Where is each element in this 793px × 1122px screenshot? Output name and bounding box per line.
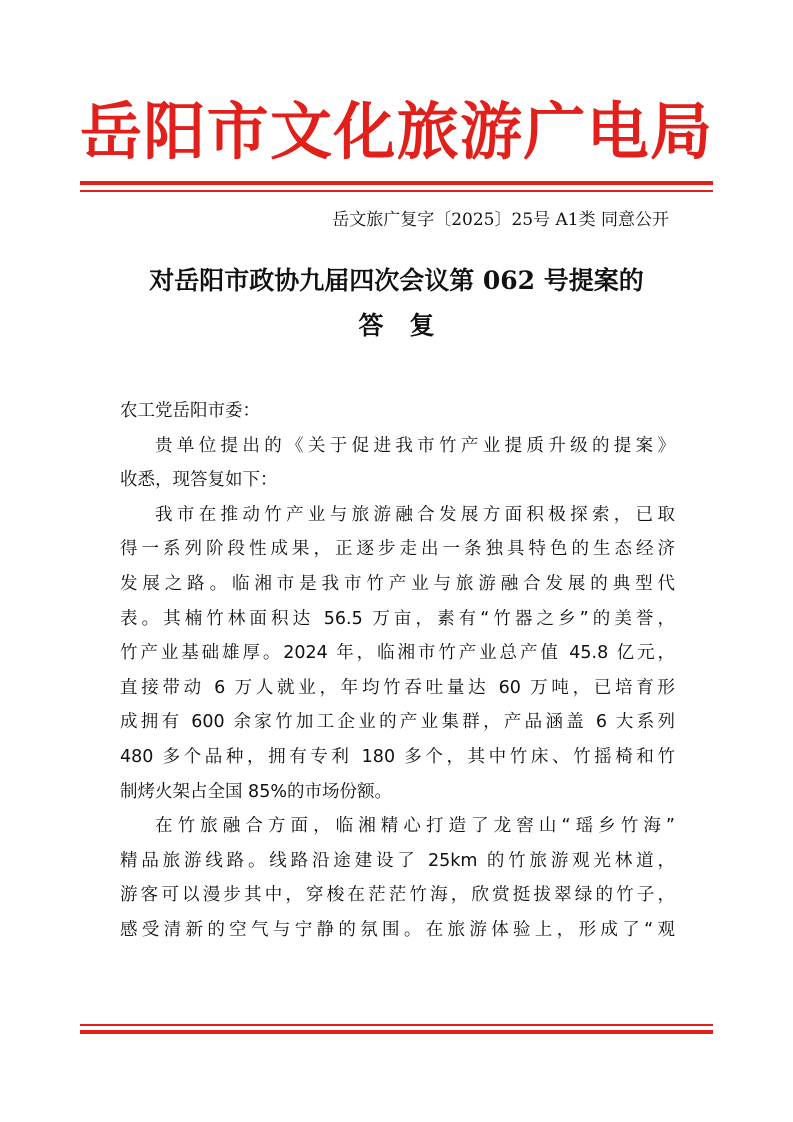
body-line: 制烤火架占全国 85%的市场份额。 [120,781,392,802]
body-line: 在竹旅融合方面，临湘精心打造了龙窖山“瑶乡竹海” [155,816,675,837]
body-line: 480 多个品种，拥有专利 180 多个，其中竹床、竹摇椅和竹 [120,746,675,767]
salutation: 农工党岳阳市委： [120,401,260,421]
masthead-rule-thick [80,181,713,185]
masthead-title: 岳阳市文化旅游广电局 [80,95,713,168]
body-line: 得一系列阶段性成果，正逐步走出一条独具特色的生态经济 [120,539,675,560]
body-line: 感受清新的空气与宁静的氛围。在旅游体验上，形成了“观 [120,919,675,940]
body-line: 游客可以漫步其中，穿梭在茫茫竹海，欣赏挺拔翠绿的竹子， [120,885,675,906]
body-line: 贵单位提出的《关于促进我市竹产业提质升级的提案》 [155,435,675,456]
document-number: 岳文旅广复字〔2025〕25号 A1类 同意公开 [332,210,669,230]
body-line: 我市在推动竹产业与旅游融合发展方面积极探索，已取 [155,504,675,525]
footer-rule-thin [80,1024,713,1026]
body-line: 表。其楠竹林面积达 56.5 万亩，素有“竹器之乡”的美誉， [120,608,675,629]
body-line: 收悉，现答复如下： [120,470,278,491]
document-body [120,394,675,948]
body-line: 直接带动 6 万人就业，年均竹吞吐量达 60 万吨，已培育形 [120,677,675,698]
body-line: 精品旅游线路。线路沿途建设了 25km 的竹旅游观光林道， [120,850,675,871]
body-line: 成拥有 600 余家竹加工企业的产业集群，产品涵盖 6 大系列 [120,712,675,733]
body-line: 竹产业基础雄厚。2024 年，临湘市竹产业总产值 45.8 亿元， [120,643,675,664]
masthead-rule-thin [80,190,713,192]
footer-rule-thick [80,1030,713,1034]
document-title-line-2: 答复 [358,311,461,340]
body-line: 发展之路。临湘市是我市竹产业与旅游融合发展的典型代 [120,573,675,594]
document-title-line-1: 对岳阳市政协九届四次会议第 062 号提案的 [149,266,644,295]
